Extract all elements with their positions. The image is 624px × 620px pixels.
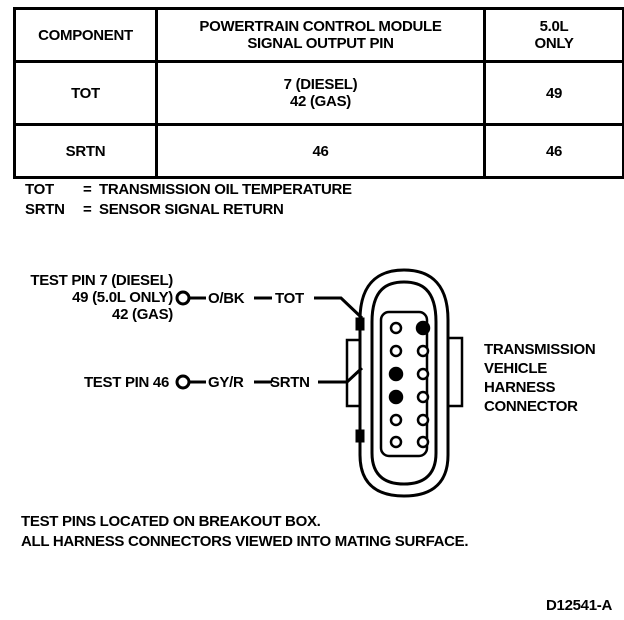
test-pin-tot-terminal [177, 292, 189, 304]
pin-open [418, 437, 428, 447]
abbr-term: SRTN [25, 201, 65, 218]
header-component-label: COMPONENT [38, 26, 133, 44]
connector-label-line2: VEHICLE [484, 360, 547, 377]
pin-open [418, 415, 428, 425]
pin-open [391, 437, 401, 447]
test-pin-tot-line3: 42 (GAS) [112, 306, 173, 323]
header-only-line1: 5.0L [539, 18, 569, 35]
pin-filled [417, 322, 429, 334]
header-only-line2: ONLY [534, 35, 574, 52]
tot-wire [314, 298, 362, 318]
connector-left-tab-bottom [356, 430, 364, 442]
pin-open [391, 323, 401, 333]
cell-pcm-pin-line2: 42 (GAS) [290, 93, 351, 110]
test-pin-tot-line1: TEST PIN 7 (DIESEL) [30, 272, 173, 289]
header-pcm-line1: POWERTRAIN CONTROL MODULE [199, 18, 442, 35]
pin-filled [390, 368, 402, 380]
header-pcm-line2: SIGNAL OUTPUT PIN [247, 35, 394, 52]
connector-label-line4: CONNECTOR [484, 398, 578, 415]
test-pin-srtn-terminal [177, 376, 189, 388]
connector-label-line1: TRANSMISSION [484, 341, 596, 358]
srtn-wire-color: GY/R [208, 374, 244, 391]
pin-open [418, 369, 428, 379]
cell-pcm-pin-line1: 7 (DIESEL) [283, 76, 358, 93]
pin-open [418, 392, 428, 402]
pin-open [391, 346, 401, 356]
note-line: ALL HARNESS CONNECTORS VIEWED INTO MATING SURFACE. [21, 533, 469, 550]
abbr-sep: = [83, 181, 92, 198]
cell-only: 49 [485, 62, 624, 125]
cell-only: 46 [485, 125, 624, 178]
connector-right-latch [448, 338, 462, 406]
test-pin-tot-label [30, 272, 173, 323]
note-line: TEST PINS LOCATED ON BREAKOUT BOX. [21, 513, 321, 530]
test-pin-tot-line2: 49 (5.0L ONLY) [72, 289, 173, 306]
connector-left-tab-top [356, 318, 364, 330]
srtn-wire [318, 368, 362, 382]
notes [21, 512, 468, 552]
connector-pins [390, 322, 429, 447]
pin-open [418, 346, 428, 356]
cell-pcm-pin: 46 [157, 125, 485, 178]
pin-filled [390, 391, 402, 403]
abbr-term: TOT [25, 181, 54, 198]
abbr-meaning: SENSOR SIGNAL RETURN [99, 201, 284, 218]
connector-label-line3: HARNESS [484, 379, 556, 396]
figure-id: D12541-A [546, 597, 612, 614]
tot-wire-color: O/BK [208, 290, 245, 307]
abbr-meaning: TRANSMISSION OIL TEMPERATURE [99, 181, 352, 198]
cell-component: TOT [15, 62, 157, 125]
connector-label [484, 340, 595, 416]
abbr-sep: = [83, 201, 92, 218]
tot-signal-label: TOT [275, 290, 304, 307]
srtn-signal-label: SRTN [270, 374, 310, 391]
pin-open [391, 415, 401, 425]
test-pin-srtn-label: TEST PIN 46 [83, 374, 169, 391]
cell-component: SRTN [15, 125, 157, 178]
harness-connector [347, 270, 462, 496]
